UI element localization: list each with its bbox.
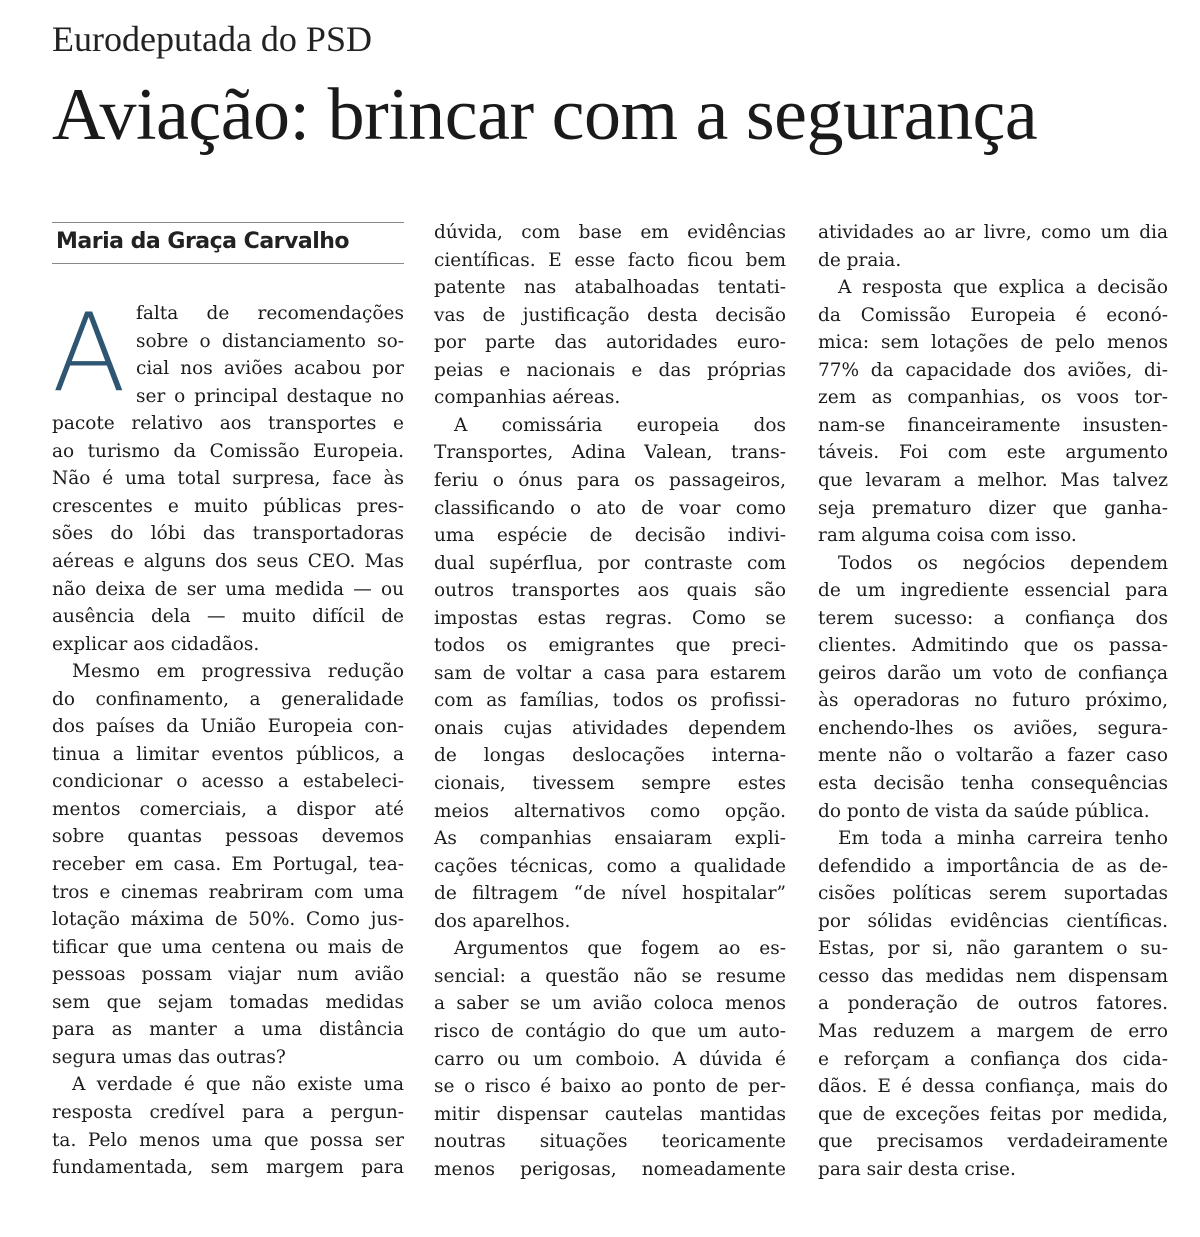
text-line: de praia. xyxy=(818,249,902,271)
text-line: cisões políticas serem suportadas xyxy=(818,883,1168,905)
text-line: dos aparelhos. xyxy=(434,910,571,932)
text-line: do ponto de vista da saúde pública. xyxy=(818,800,1150,822)
byline-box xyxy=(52,222,404,264)
text-line: 77% da capacidade dos aviões, di- xyxy=(818,359,1168,381)
text-line: A comissária europeia dos xyxy=(454,414,786,436)
text-line: da Comissão Europeia é econó- xyxy=(818,304,1168,326)
text-line: Mesmo em progressiva redução xyxy=(72,661,404,683)
text-line: geiros darão um voto de confiança xyxy=(818,662,1168,684)
drop-cap: A xyxy=(52,291,126,416)
text-line: por parte das autoridades euro- xyxy=(434,332,786,354)
text-line: cionais, tivessem sempre estes xyxy=(434,773,786,794)
text-line: sões do lóbi das transportadoras xyxy=(52,523,404,545)
text-line: sem que sejam tomadas medidas xyxy=(52,991,404,1013)
text-line: Estas, por si, não garantem o su- xyxy=(818,938,1168,960)
text-line: enchendo-lhes os aviões, segura- xyxy=(818,717,1168,739)
author-name: Maria da Graça Carvalho xyxy=(56,229,350,254)
text-line: mentos comerciais, a dispor até xyxy=(52,798,404,820)
text-line: ser o principal destaque no xyxy=(136,385,404,407)
text-line: sobre o distanciamento so- xyxy=(136,330,404,352)
text-line: que precisamos verdadeiramente xyxy=(818,1131,1168,1153)
headline: Aviação: brincar com a segurança xyxy=(52,74,1038,156)
text-line: Não é uma total surpresa, face às xyxy=(52,468,404,490)
text-line: crescentes e muito públicas pres- xyxy=(52,495,404,517)
text-line: tificar que uma centena ou mais de xyxy=(52,936,404,958)
text-line: defendido a importância de as de- xyxy=(818,855,1168,877)
text-line: onais cujas atividades dependem xyxy=(434,717,786,739)
text-line: dãos. E é dessa confiança, mais do xyxy=(818,1076,1168,1098)
text-line: tros e cinemas reabriram com uma xyxy=(52,881,404,903)
text-line: a ponderação de outros fatores. xyxy=(818,993,1168,1015)
text-line: explicar aos cidadãos. xyxy=(52,633,260,655)
text-line: companhias aéreas. xyxy=(434,387,621,409)
text-line: peias e nacionais e das próprias xyxy=(434,359,786,381)
text-line: impostas estas regras. Como se xyxy=(434,607,786,629)
text-line: cações técnicas, como a qualidade xyxy=(434,855,786,877)
text-line: que levaram a melhor. Mas talvez xyxy=(818,469,1168,491)
text-line: zem as companhias, os voos tor- xyxy=(818,387,1168,409)
text-line: meios alternativos como opção. xyxy=(434,800,786,822)
text-line: por sólidas evidências científicas. xyxy=(818,910,1168,932)
text-line: Mas reduzem a margem de erro xyxy=(818,1020,1168,1042)
text-line: dos países da União Europeia con- xyxy=(52,716,404,738)
text-line: receber em casa. Em Portugal, tea- xyxy=(52,854,404,875)
text-line: terem sucesso: a confiança dos xyxy=(818,607,1168,629)
text-line: ao turismo da Comissão Europeia. xyxy=(52,440,404,462)
text-line: nam-se financeiramente insusten- xyxy=(818,414,1168,436)
text-line: clientes. Admitindo que os passa- xyxy=(818,635,1168,657)
text-line: vas de justificação desta decisão xyxy=(434,304,786,326)
text-line: cial nos aviões acabou por xyxy=(136,358,404,380)
text-line: com as famílias, todos os profissi- xyxy=(434,690,786,712)
text-line: não deixa de ser uma medida — ou xyxy=(52,578,404,600)
text-line: Argumentos que fogem ao es- xyxy=(454,938,786,960)
text-line: feriu o ónus para os passageiros, xyxy=(434,469,786,491)
text-line: a saber se um avião coloca menos xyxy=(434,993,786,1015)
text-line: Transportes, Adina Valean, trans- xyxy=(434,442,786,464)
text-line: As companhias ensaiaram expli- xyxy=(434,828,786,850)
text-line: e reforçam a confiança dos cida- xyxy=(818,1048,1168,1070)
text-line: mente não o voltarão a fazer caso xyxy=(818,745,1168,767)
text-line: ausência dela — muito difícil de xyxy=(52,606,404,628)
text-line: táveis. Foi com este argumento xyxy=(818,442,1168,464)
text-line: outros transportes aos quais são xyxy=(434,580,786,602)
text-line: Em toda a minha carreira tenho xyxy=(838,828,1168,850)
text-line: tinua a limitar eventos públicos, a xyxy=(52,743,404,765)
text-line: de um ingrediente essencial para xyxy=(818,580,1168,602)
text-line: patente nas atabalhoadas tentati- xyxy=(434,277,786,299)
text-line: resposta credível para a pergun- xyxy=(52,1101,404,1123)
text-line: atividades ao ar livre, como um dia xyxy=(818,222,1168,243)
text-line: pessoas possam viajar num avião xyxy=(52,964,404,986)
text-line: menos perigosas, nomeadamente xyxy=(434,1158,786,1180)
text-line: falta de recomendações xyxy=(136,303,404,324)
section-kicker: Eurodeputada do PSD xyxy=(52,19,372,59)
text-line: classificando o ato de voar como xyxy=(434,497,786,519)
text-line: A verdade é que não existe uma xyxy=(72,1074,404,1096)
text-line: risco de contágio do que um auto- xyxy=(434,1020,786,1042)
text-line: A resposta que explica a decisão xyxy=(838,277,1168,299)
text-line: lotação máxima de 50%. Como jus- xyxy=(52,909,404,931)
text-line: se o risco é baixo ao ponto de per- xyxy=(434,1076,786,1098)
text-line: segura umas das outras? xyxy=(52,1046,286,1068)
text-line: mitir dispensar cautelas mantidas xyxy=(434,1103,786,1125)
text-line: condicionar o acesso a estabeleci- xyxy=(52,771,404,793)
text-line: noutras situações teoricamente xyxy=(434,1131,786,1153)
text-line: para as manter a uma distância xyxy=(52,1019,404,1041)
text-line: mica: sem lotações de pelo menos xyxy=(818,332,1168,354)
text-line: de filtragem “de nível hospitalar” xyxy=(434,883,786,905)
text-line: do confinamento, a generalidade xyxy=(52,688,404,710)
text-line: cesso das medidas nem dispensam xyxy=(818,965,1168,987)
text-line: às operadoras no futuro próximo, xyxy=(818,690,1168,712)
text-line: científicas. E esse facto ficou bem xyxy=(434,249,786,271)
text-line: que de exceções feitas por medida, xyxy=(818,1103,1168,1125)
text-line: ram alguma coisa com isso. xyxy=(818,525,1077,547)
text-line: aéreas e alguns dos seus CEO. Mas xyxy=(52,550,404,572)
text-line: sam de voltar a casa para estarem xyxy=(434,662,786,684)
text-line: dúvida, com base em evidências xyxy=(434,222,786,243)
text-line: sencial: a questão não se resume xyxy=(434,965,786,987)
text-line: ta. Pelo menos uma que possa ser xyxy=(52,1129,404,1151)
text-line: esta decisão tenha consequências xyxy=(818,773,1168,794)
text-line: todos os emigrantes que preci- xyxy=(434,635,786,657)
text-line: de longas deslocações interna- xyxy=(434,745,786,767)
text-line: para sair desta crise. xyxy=(818,1158,1016,1180)
text-line: sobre quantas pessoas devemos xyxy=(52,826,404,848)
text-line: dual supérflua, por contraste com xyxy=(434,552,786,574)
text-line: Todos os negócios dependem xyxy=(838,552,1168,574)
text-line: pacote relativo aos transportes e xyxy=(52,413,404,435)
text-line: fundamentada, sem margem para xyxy=(52,1157,404,1179)
text-line: uma espécie de decisão indivi- xyxy=(434,525,786,547)
text-line: carro ou um comboio. A dúvida é xyxy=(434,1048,786,1070)
text-line: seja prematuro dizer que ganha- xyxy=(818,497,1168,519)
